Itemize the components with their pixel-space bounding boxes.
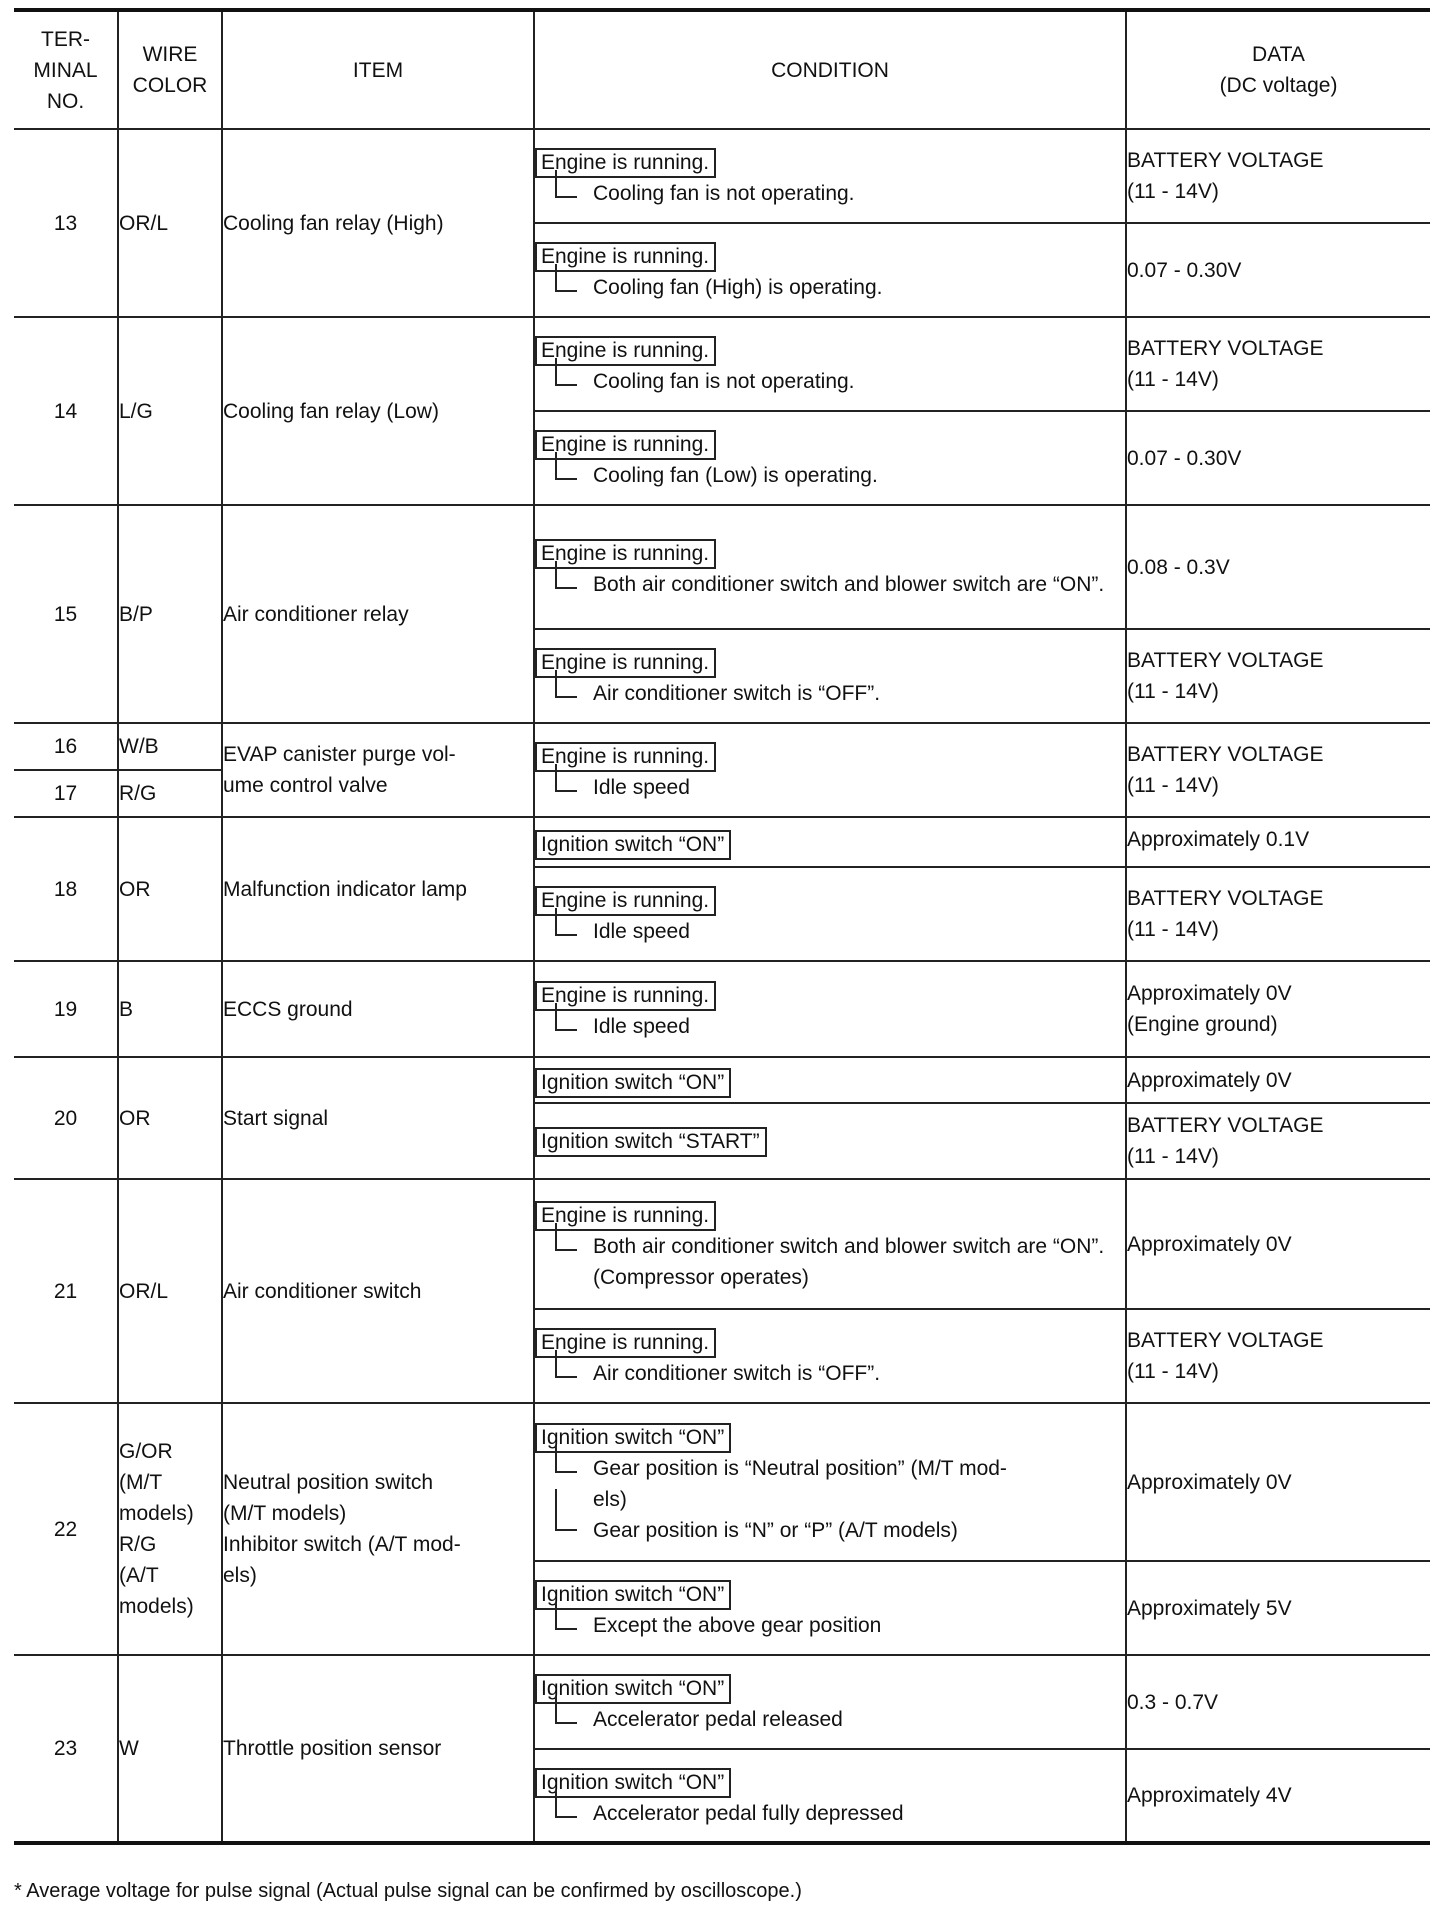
condition-box: Engine is running. [535,981,716,1011]
data-value: 0.3 - 0.7V [1126,1655,1430,1749]
terminal-number: 20 [14,1057,118,1179]
item-name: Air conditioner relay [222,505,534,723]
condition-sub: Cooling fan (Low) is operating. [555,460,1125,491]
data-value: Approximately 0V [1126,1403,1430,1561]
branch-line-icon [555,358,577,386]
condition-box: Ignition switch “ON” [535,1423,731,1453]
condition-sub: Both air conditioner switch and blower switch are “ON”. (Compressor operates) [555,1231,1125,1293]
condition-box: Engine is running. [535,430,716,460]
branch-line-icon [555,1790,577,1818]
data-value: Approximately 0V [1126,1179,1430,1309]
condition-cell [534,505,1126,629]
terminal-number: 16 [14,723,118,770]
data-value: Approximately 0V [1126,1057,1430,1103]
condition-cell [534,629,1126,723]
table-row [14,1655,1430,1749]
branch-line-icon [555,670,577,698]
data-value: Approximately 5V [1126,1561,1430,1655]
condition-cell [534,961,1126,1057]
terminal-number: 19 [14,961,118,1057]
item-name: Start signal [222,1057,534,1179]
table-row [14,1403,1430,1561]
wire-color: B [118,961,222,1057]
item-name: Throttle position sensor [222,1655,534,1843]
condition-cell [534,1103,1126,1179]
table-row [14,129,1430,223]
wire-color: OR [118,817,222,961]
condition-cell [534,223,1126,317]
condition-sub: Air conditioner switch is “OFF”. [555,1358,1125,1389]
terminal-number: 17 [14,770,118,817]
data-value: Approximately 0V (Engine ground) [1126,961,1430,1057]
wire-color: G/OR (M/T models) R/G (A/T models) [118,1403,222,1655]
condition-cell [534,1057,1126,1103]
condition-cell [534,1749,1126,1843]
table-row [14,317,1430,411]
data-value: BATTERY VOLTAGE (11 - 14V) [1126,629,1430,723]
data-value: 0.07 - 0.30V [1126,223,1430,317]
header-condition: CONDITION [534,10,1126,129]
data-value: BATTERY VOLTAGE (11 - 14V) [1126,1309,1430,1403]
branch-line-icon [555,1602,577,1630]
item-name: Cooling fan relay (Low) [222,317,534,505]
condition-sub: Except the above gear position [555,1610,1125,1641]
ecm-terminal-table-sheet [14,8,1430,1845]
ecm-terminal-table [14,8,1430,1845]
condition-box: Ignition switch “ON” [535,830,731,860]
condition-sub: Gear position is “N” or “P” (A/T models) [555,1515,1125,1546]
header-data: DATA (DC voltage) [1126,10,1430,129]
condition-sub: Cooling fan is not operating. [555,178,1125,209]
data-value: 0.08 - 0.3V [1126,505,1430,629]
data-value: 0.07 - 0.30V [1126,411,1430,505]
wire-color: W [118,1655,222,1843]
condition-sub: Accelerator pedal released [555,1704,1125,1735]
data-value: BATTERY VOLTAGE (11 - 14V) [1126,867,1430,961]
condition-cell [534,411,1126,505]
data-value: Approximately 0.1V [1126,817,1430,867]
table-row [14,1057,1430,1103]
branch-line-icon [555,561,577,589]
branch-line-icon [555,1696,577,1724]
condition-sub: Idle speed [555,772,1125,803]
item-name: ECCS ground [222,961,534,1057]
terminal-number: 15 [14,505,118,723]
condition-cell [534,1655,1126,1749]
condition-box: Engine is running. [535,148,716,178]
item-name: Neutral position switch (M/T models) Inhibitor switch (A/T mod- els) [222,1403,534,1655]
condition-sub: Gear position is “Neutral position” (M/T mod- els) [555,1453,1125,1515]
condition-cell [534,723,1126,817]
data-value: BATTERY VOLTAGE (11 - 14V) [1126,317,1430,411]
branch-line-icon [555,1350,577,1378]
terminal-number: 14 [14,317,118,505]
condition-box: Engine is running. [535,1328,716,1358]
condition-box: Engine is running. [535,539,716,569]
table-row [14,723,1430,770]
header-wire-color: WIRE COLOR [118,10,222,129]
terminal-number: 18 [14,817,118,961]
item-name: Air conditioner switch [222,1179,534,1403]
item-name: Cooling fan relay (High) [222,129,534,317]
condition-cell [534,817,1126,867]
condition-sub: Idle speed [555,1011,1125,1042]
terminal-number: 21 [14,1179,118,1403]
table-row [14,1179,1430,1309]
branch-line-icon [555,1445,577,1473]
data-value: BATTERY VOLTAGE (11 - 14V) [1126,723,1430,817]
condition-sub: Both air conditioner switch and blower switch are “ON”. [555,569,1125,600]
wire-color: B/P [118,505,222,723]
item-name: EVAP canister purge vol- ume control valve [222,723,534,817]
terminal-number: 23 [14,1655,118,1843]
condition-sub: Cooling fan (High) is operating. [555,272,1125,303]
footnote: * Average voltage for pulse signal (Actual pulse signal can be confirmed by oscilloscope.) [14,1880,802,1902]
header-row [14,10,1430,129]
condition-cell [534,1561,1126,1655]
branch-line-icon [555,1223,577,1251]
condition-box: Engine is running. [535,886,716,916]
condition-cell [534,1179,1126,1309]
condition-box: Engine is running. [535,648,716,678]
data-value: BATTERY VOLTAGE (11 - 14V) [1126,129,1430,223]
branch-line-icon [555,1003,577,1031]
condition-box: Engine is running. [535,742,716,772]
branch-line-icon [555,264,577,292]
data-value: Approximately 4V [1126,1749,1430,1843]
wire-color: OR [118,1057,222,1179]
table-row [14,505,1430,629]
condition-box: Ignition switch “ON” [535,1768,731,1798]
branch-line-icon [555,170,577,198]
condition-box: Engine is running. [535,336,716,366]
condition-cell [534,1309,1126,1403]
condition-cell [534,317,1126,411]
wire-color: R/G [118,770,222,817]
condition-box: Ignition switch “ON” [535,1068,731,1098]
data-value: BATTERY VOLTAGE (11 - 14V) [1126,1103,1430,1179]
condition-sub: Cooling fan is not operating. [555,366,1125,397]
branch-line-icon [555,908,577,936]
condition-box: Ignition switch “ON” [535,1674,731,1704]
header-terminal-no: TER- MINAL NO. [14,10,118,129]
condition-sub: Accelerator pedal fully depressed [555,1798,1125,1829]
condition-box: Engine is running. [535,242,716,272]
terminal-number: 13 [14,129,118,317]
condition-cell [534,867,1126,961]
terminal-number: 22 [14,1403,118,1655]
table-row [14,817,1430,867]
branch-line-icon [555,764,577,792]
item-name: Malfunction indicator lamp [222,817,534,961]
condition-sub: Idle speed [555,916,1125,947]
header-item: ITEM [222,10,534,129]
condition-cell [534,1403,1126,1561]
wire-color: W/B [118,723,222,770]
wire-color: OR/L [118,129,222,317]
table-row [14,961,1430,1057]
condition-box: Ignition switch “START” [535,1127,767,1157]
condition-cell [534,129,1126,223]
branch-line-icon [555,1489,577,1531]
condition-sub: Air conditioner switch is “OFF”. [555,678,1125,709]
wire-color: OR/L [118,1179,222,1403]
condition-box: Ignition switch “ON” [535,1580,731,1610]
wire-color: L/G [118,317,222,505]
condition-box: Engine is running. [535,1201,716,1231]
branch-line-icon [555,452,577,480]
